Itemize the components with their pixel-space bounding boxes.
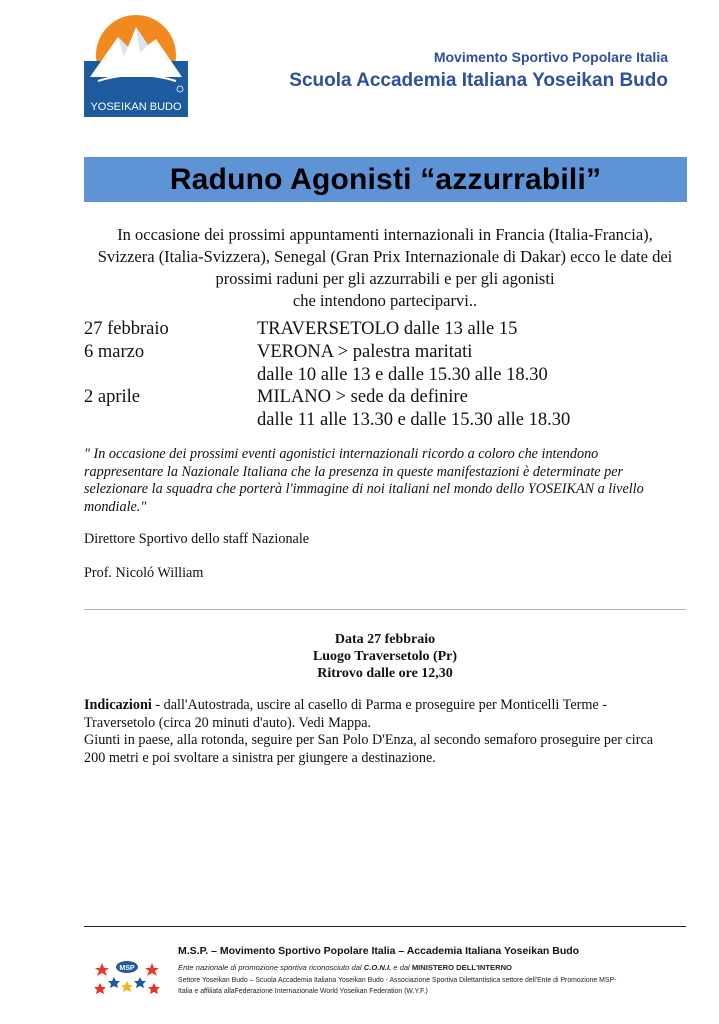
- quote-line: rappresentare la Nazionale Italiana che la presenza in queste manifestazioni è determinate per: [84, 463, 624, 480]
- footer-association: Settore Yoseikan Budo – Scuola Accademia Italiana Yoseikan Budo - Associazione Sportiva Dilettantistica settore dell'Ente di Promozione MSP-: [178, 977, 617, 984]
- intro-line: prossimi raduni per gli azzurrabili e per gli agonisti: [215, 269, 555, 288]
- schedule-location: TRAVERSETOLO dalle 13 alle 15: [257, 319, 518, 339]
- directions-text: - dall'Autostrada, uscire al casello di Parma e proseguire per Monticelli Terme -: [151, 697, 607, 713]
- intro-line: Svizzera (Italia-Svizzera), Senegal (Gran Prix Internazionale di Dakar) ecco le date dei: [97, 247, 673, 266]
- schedule-date: 27 febbraio: [84, 319, 169, 339]
- signature-name: Prof. Nicoló William: [84, 565, 204, 581]
- yoseikan-budo-logo: [84, 13, 188, 117]
- divider: [84, 609, 686, 610]
- intro-line: che intendono parteciparvi..: [292, 291, 478, 310]
- meeting-time: Ritrovo dalle ore 12,30: [317, 666, 453, 681]
- footer-recognition-text: e dal: [391, 963, 412, 972]
- director-quote: [84, 446, 684, 516]
- directions: [84, 697, 694, 767]
- intro-paragraph: [76, 224, 694, 312]
- footer-affiliation: Italia e affiliata allaFederazione Internazionale World Yoseikan Federation (W.Y.F.): [178, 988, 428, 995]
- msp-logo-text: MSP: [119, 965, 135, 972]
- quote-line: mondiale.": [84, 498, 147, 515]
- schedule-time: dalle 10 alle 13 e dalle 15.30 alle 18.30: [257, 365, 548, 385]
- meeting-date: Data 27 febbraio: [334, 632, 436, 647]
- schedule-time: dalle 11 alle 13.30 e dalle 15.30 alle 18.30: [257, 410, 571, 430]
- footer-title: M.S.P. – Movimento Sportivo Popolare Italia – Accademia Italiana Yoseikan Budo: [178, 945, 580, 957]
- school-name: Scuola Accademia Italiana Yoseikan Budo: [289, 70, 668, 91]
- organization-name: Movimento Sportivo Popolare Italia: [433, 49, 668, 65]
- quote-line: " In occasione dei prossimi eventi agonistici internazionali ricordo a coloro che intendono: [84, 446, 599, 462]
- quote-line: selezionare la squadra che porterà l'immagine di noi italiani nel mondo dello YOSEIKAN a livello: [84, 481, 644, 497]
- directions-label: Indicazioni: [84, 697, 152, 713]
- signature-role: Direttore Sportivo dello staff Nazionale: [84, 531, 310, 547]
- schedule-location: VERONA > palestra maritati: [257, 342, 473, 362]
- footer-ministry: MINISTERO DELL'INTERNO: [411, 963, 512, 972]
- footer-divider: [84, 926, 686, 927]
- logo-wordmark: YOSEIKAN BUDO: [90, 101, 182, 113]
- directions-text: Traversetolo (circa 20 minuti d'auto). Vedi Mappa.: [84, 714, 372, 731]
- page-title: Raduno Agonisti “azzurrabili”: [169, 162, 602, 196]
- schedule-location: MILANO > sede da definire: [257, 387, 468, 407]
- msp-logo: [94, 953, 160, 999]
- footer-recognition: [178, 963, 512, 972]
- schedule-date: 2 aprile: [84, 387, 140, 407]
- meeting-place: Luogo Traversetolo (Pr): [312, 649, 458, 664]
- title-banner: [84, 157, 687, 202]
- directions-text: Giunti in paese, alla rotonda, seguire per San Polo D'Enza, al secondo semaforo proseguire per circa: [84, 732, 654, 748]
- directions-text: 200 metri e poi svoltare a sinistra per giungere a destinazione.: [84, 749, 436, 766]
- footer-recognition-text: Ente nazionale di promozione sportiva riconosciuto dal: [178, 963, 364, 972]
- meeting-details: [84, 631, 686, 682]
- schedule-date: 6 marzo: [84, 342, 145, 362]
- intro-line: In occasione dei prossimi appuntamenti internazionali in Francia (Italia-Francia),: [117, 225, 653, 244]
- footer-coni: C.O.N.I.: [363, 963, 392, 972]
